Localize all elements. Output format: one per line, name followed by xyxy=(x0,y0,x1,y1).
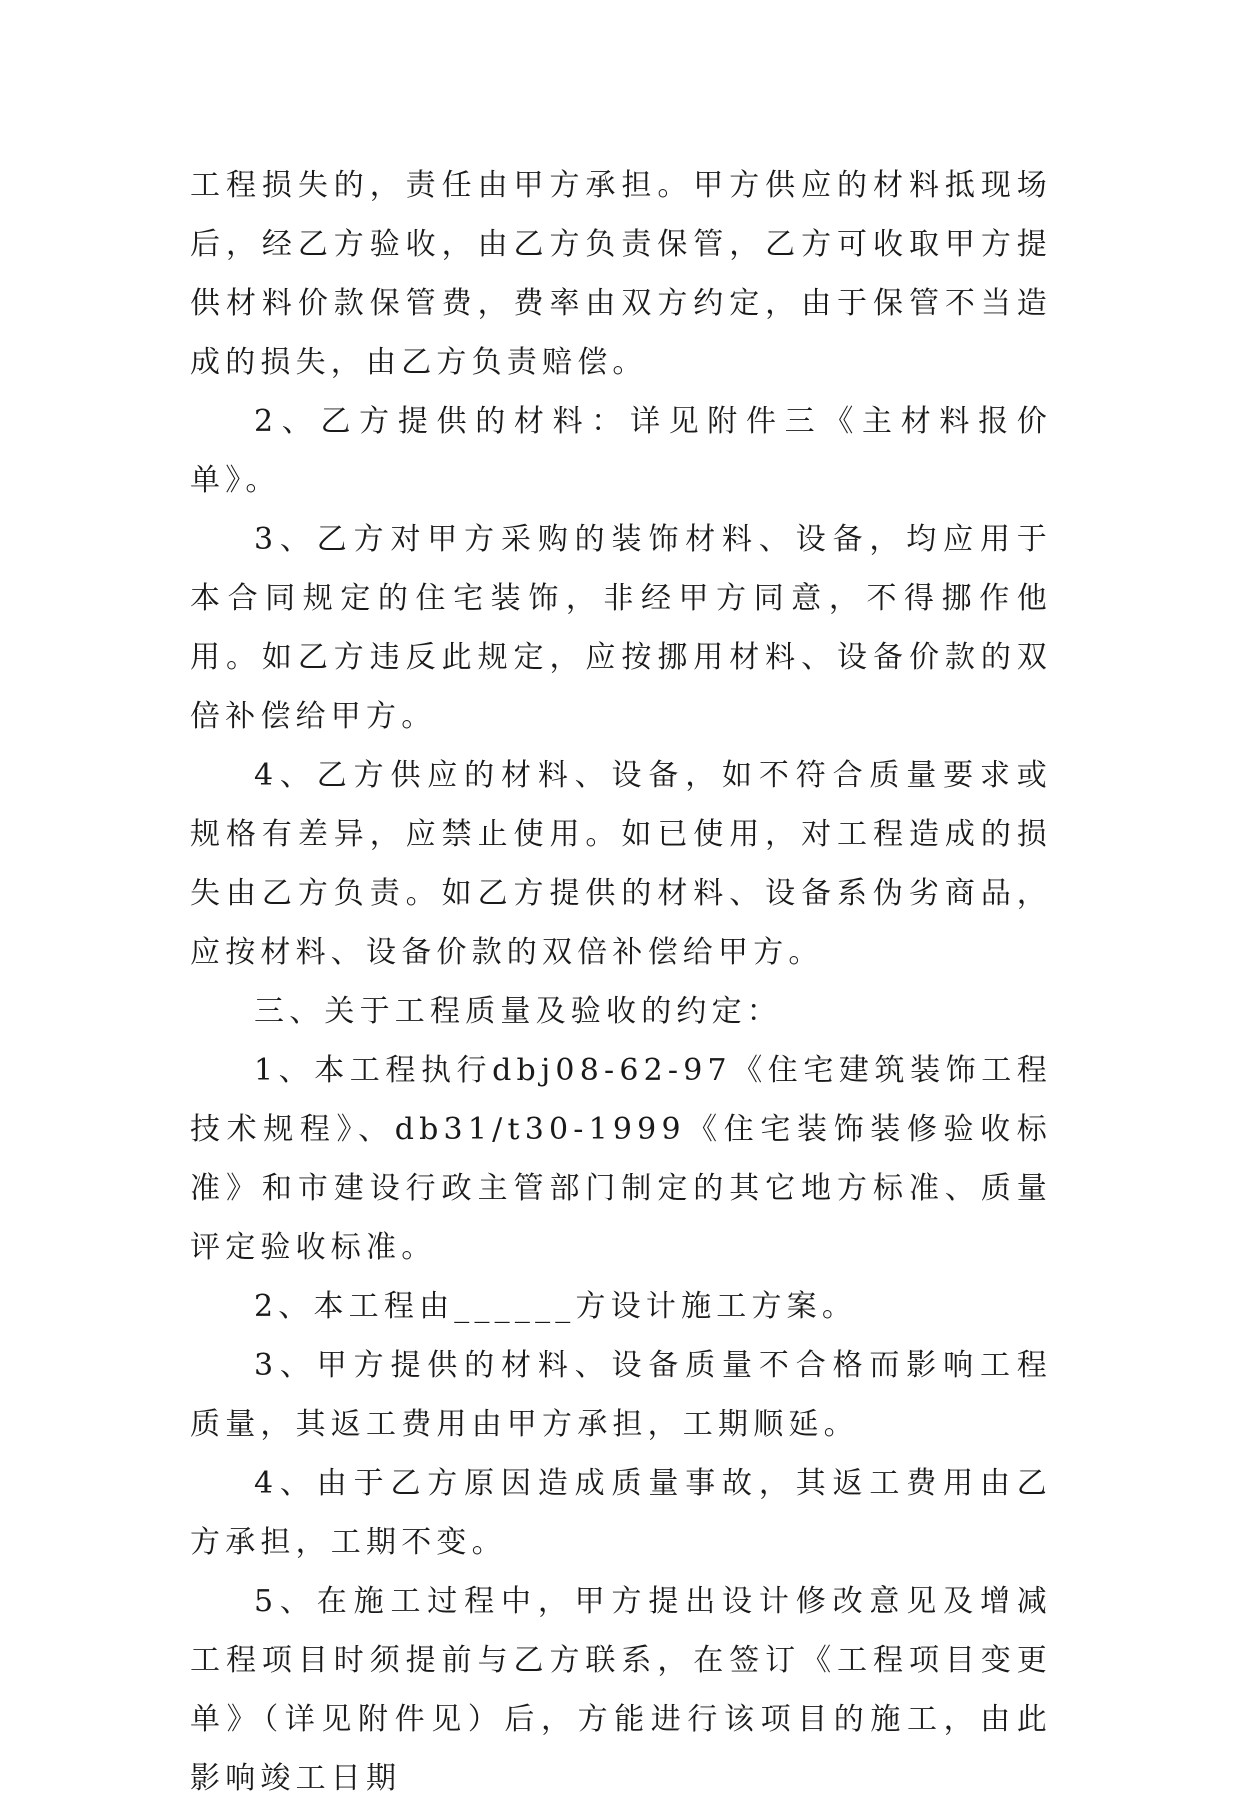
paragraph-material-custody: 工程损失的，责任由甲方承担。甲方供应的材料抵现场后，经乙方验收，由乙方负责保管，乙方可收取甲方提供材料价款保管费，费率由双方约定，由于保管不当造成的损失，由乙方负责赔偿。 xyxy=(190,168,1052,380)
paragraph-clause-3-material-use: 3、乙方对甲方采购的装饰材料、设备，均应用于本合同规定的住宅装饰，非经甲方同意，不得挪作他用。如乙方违反此规定，应按挪用材料、设备价款的双倍补偿给甲方。 xyxy=(190,522,1052,734)
section-heading-quality-acceptance: 三、关于工程质量及验收的约定： xyxy=(254,994,782,1029)
paragraph-quality-clause-3-owner-materials: 3、甲方提供的材料、设备质量不合格而影响工程质量，其返工费用由甲方承担，工期顺延。 xyxy=(190,1348,1052,1442)
paragraph-clause-2-contractor-materials: 2、乙方提供的材料：详见附件三《主材料报价单》。 xyxy=(190,404,1052,498)
paragraph-quality-clause-4-contractor-fault: 4、由于乙方原因造成质量事故，其返工费用由乙方承担，工期不变。 xyxy=(190,1466,1052,1560)
paragraph-quality-clause-1-standards: 1、本工程执行dbj08-62-97《住宅建筑装饰工程技术规程》、db31/t30-1999《住宅装饰装修验收标准》和市建设行政主管部门制定的其它地方标准、质量评定验收标准。 xyxy=(190,1053,1052,1265)
paragraph-clause-4-material-quality: 4、乙方供应的材料、设备，如不符合质量要求或规格有差异，应禁止使用。如已使用，对工程造成的损失由乙方负责。如乙方提供的材料、设备系伪劣商品，应按材料、设备价款的双倍补偿给甲方。 xyxy=(190,758,1052,970)
paragraph-quality-clause-5-design-changes: 5、在施工过程中，甲方提出设计修改意见及增减工程项目时须提前与乙方联系，在签订《工程项目变更单》（详见附件见）后，方能进行该项目的施工，由此影响竣工日期 xyxy=(190,1584,1052,1796)
document-page xyxy=(190,156,1052,1808)
paragraph-quality-clause-2-design: 2、本工程由______方设计施工方案。 xyxy=(254,1289,858,1324)
